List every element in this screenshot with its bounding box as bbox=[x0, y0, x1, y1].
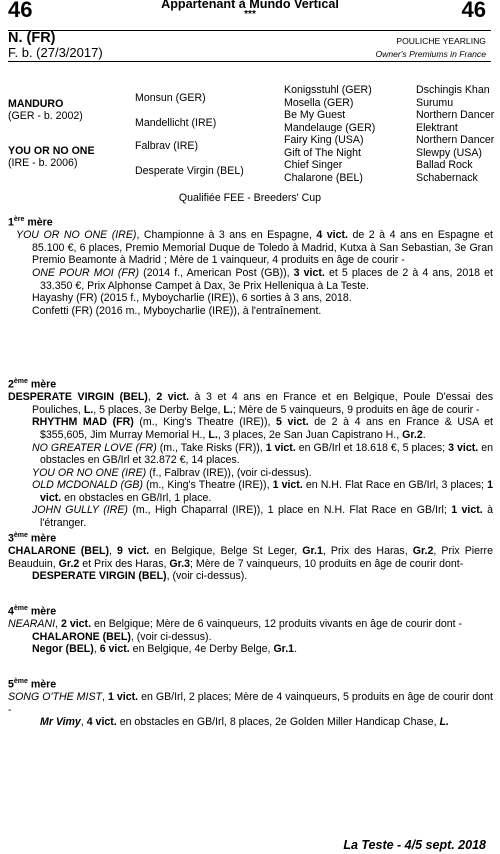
pedigree-gen4: Elektrant bbox=[416, 122, 458, 134]
fourth-dam-section bbox=[8, 603, 493, 656]
section-heading: 3ème mère bbox=[8, 532, 57, 545]
section-heading: 4ème mère bbox=[8, 605, 57, 618]
produce-entry: DESPERATE VIRGIN (BEL), (voir ci-dessus). bbox=[32, 570, 248, 583]
produce-entry: CHALARONE (BEL), (voir ci-dessus). bbox=[32, 630, 212, 643]
sire-description: (GER - b. 2002) bbox=[8, 110, 83, 122]
first-dam-section bbox=[8, 214, 493, 317]
dam-entry: DESPERATE VIRGIN (BEL), 2 vict. à 3 et 4 ans en France et en Belgique, Poule D'essai des Pouliches, L., 5 places, 3e Derby Belge, L.; Mère de 5 vainqueurs, 9 produits en âge de courir - bbox=[8, 391, 493, 416]
produce-entry: Negor (BEL), 6 vict. en Belgique, 4e Derby Belge, Gr.1. bbox=[32, 643, 298, 656]
produce-entry: OLD MCDONALD (GB) (m., King's Theatre (IRE)), 1 vict. en N.H. Flat Race en GB/Irl, 3 places; 1 vict. en obstacles en GB/Irl, 1 place. bbox=[32, 479, 493, 504]
qualification: Qualifiée FEE - Breeders' Cup bbox=[178, 192, 322, 204]
produce-entry: JOHN GULLY (IRE) (m., High Chaparral (IRE)), 1 place en N.H. Flat Race en GB/Irl; 1 vict. à l'étranger. bbox=[32, 504, 494, 530]
dam-name: YOU OR NO ONE bbox=[8, 145, 95, 157]
dam-entry: CHALARONE (BEL), 9 vict. en Belgique, Belge St Leger, Gr.1, Prix des Haras, Gr.2, Prix Pierre Beauduin, Gr.2 et Prix des Haras, Gr.3; Mère de 7 vainqueurs, 10 produits en âge de courir dont- bbox=[8, 545, 493, 570]
pedigree-gen2: Desperate Virgin (BEL) bbox=[135, 165, 244, 177]
produce-entry: ONE POUR MOI (FR) (2014 f., American Post (GB)), 3 vict. et 5 places de 2 à 4 ans, 2018 et 33.350 €, Prix Alphonse Campet à Dax, 3e Prix Helleniqua à La Teste. bbox=[32, 266, 493, 292]
stars: *** bbox=[244, 9, 256, 20]
lot-number-right: 46 bbox=[461, 0, 486, 22]
pedigree-gen4: Northern Dancer bbox=[416, 134, 495, 146]
produce-entry: NO GREATER LOVE (FR) (m., Take Risks (FR)), 1 vict. en GB/Irl et 18.618 €, 5 places; 3 vict. en obstacles en GB/Irl et 32.872 €, 14 places. bbox=[32, 441, 493, 467]
dam-description: (IRE - b. 2006) bbox=[8, 157, 78, 169]
third-dam-section bbox=[8, 530, 493, 583]
pedigree-gen4: Slewpy (USA) bbox=[416, 147, 482, 159]
premiums-note: Owner's Premiums in France bbox=[375, 49, 486, 59]
dam-entry: SONG O'THE MIST, 1 vict. en GB/Irl, 2 places; Mère de 4 vainqueurs, 5 produits en âge de courir dont - bbox=[8, 691, 494, 716]
produce-entry: YOU OR NO ONE (IRE) (f., Falbrav (IRE)), (voir ci-dessus). bbox=[32, 466, 312, 479]
produce-entry: Confetti (FR) (2016 m., Myboycharlie (IRE)), à l'entraînement. bbox=[32, 304, 322, 317]
pedigree-gen2: Falbrav (IRE) bbox=[135, 140, 198, 152]
lot-number-left: 46 bbox=[8, 0, 33, 22]
pedigree-gen4: Ballad Rock bbox=[416, 159, 473, 171]
pedigree-gen3: Konigsstuhl (GER) bbox=[284, 84, 372, 96]
sire-name: MANDURO bbox=[8, 98, 64, 110]
fifth-dam-section bbox=[8, 676, 493, 729]
horse-description: F. b. (27/3/2017) bbox=[8, 45, 103, 60]
pedigree-gen4: Northern Dancer bbox=[416, 109, 495, 121]
produce-entry: RHYTHM MAD (FR) (m., King's Theatre (IRE)), 5 vict. de 2 à 4 ans en France & USA et $355,605, Jim Murray Memorial H., L., 3 places, 2e San Juan Capistrano H., Gr.2. bbox=[32, 416, 493, 441]
category: POULICHE YEARLING bbox=[396, 36, 486, 46]
pedigree-gen3: Chief Singer bbox=[284, 159, 343, 171]
owner-line: Appartenant à Mundo Vertical bbox=[161, 0, 339, 11]
pedigree-gen4: Schabernack bbox=[416, 172, 478, 184]
pedigree-gen3: Chalarone (BEL) bbox=[284, 172, 363, 184]
pedigree-gen3: Be My Guest bbox=[284, 109, 346, 121]
section-heading: 5ème mère bbox=[8, 678, 57, 691]
header-divider-bottom bbox=[8, 61, 491, 62]
pedigree-gen3: Mandelauge (GER) bbox=[284, 122, 376, 134]
pedigree-gen3: Gift of The Night bbox=[284, 147, 361, 159]
header-divider bbox=[8, 30, 491, 31]
second-dam-section bbox=[8, 376, 493, 530]
sale-footer: La Teste - 4/5 sept. 2018 bbox=[343, 838, 486, 852]
pedigree-gen3: Fairy King (USA) bbox=[284, 134, 364, 146]
produce-entry: Hayashy (FR) (2015 f., Myboycharlie (IRE)), 6 sorties à 3 ans, 2018. bbox=[32, 292, 352, 305]
section-heading: 2ème mère bbox=[8, 378, 57, 391]
section-heading: 1ère mère bbox=[8, 216, 53, 229]
pedigree-gen4: Surumu bbox=[416, 97, 454, 109]
pedigree-gen4: Dschingis Khan bbox=[416, 84, 490, 96]
horse-name: N. (FR) bbox=[8, 30, 56, 46]
dam-entry: YOU OR NO ONE (IRE), Championne à 3 ans en Espagne, 4 vict. de 2 à 4 ans en Espagne et 85.100 €, 6 places, Premio Memorial Duque de Toledo à Madrid, Kutxa à San Sebastian, 3e Gran Premio Beamonte à Madrid ; Mère de 1 vainqueur, 4 produits en âge de courir - bbox=[16, 229, 493, 267]
dam-entry: NEARANI, 2 vict. en Belgique; Mère de 6 vainqueurs, 12 produits vivants en âge de courir dont - bbox=[8, 618, 463, 631]
produce-entry: Mr Vimy, 4 vict. en obstacles en GB/Irl, 8 places, 2e Golden Miller Handicap Chase, L. bbox=[40, 716, 449, 729]
pedigree-gen3: Mosella (GER) bbox=[284, 97, 354, 109]
pedigree-gen2: Monsun (GER) bbox=[135, 92, 206, 104]
pedigree-gen2: Mandellicht (IRE) bbox=[135, 117, 217, 129]
